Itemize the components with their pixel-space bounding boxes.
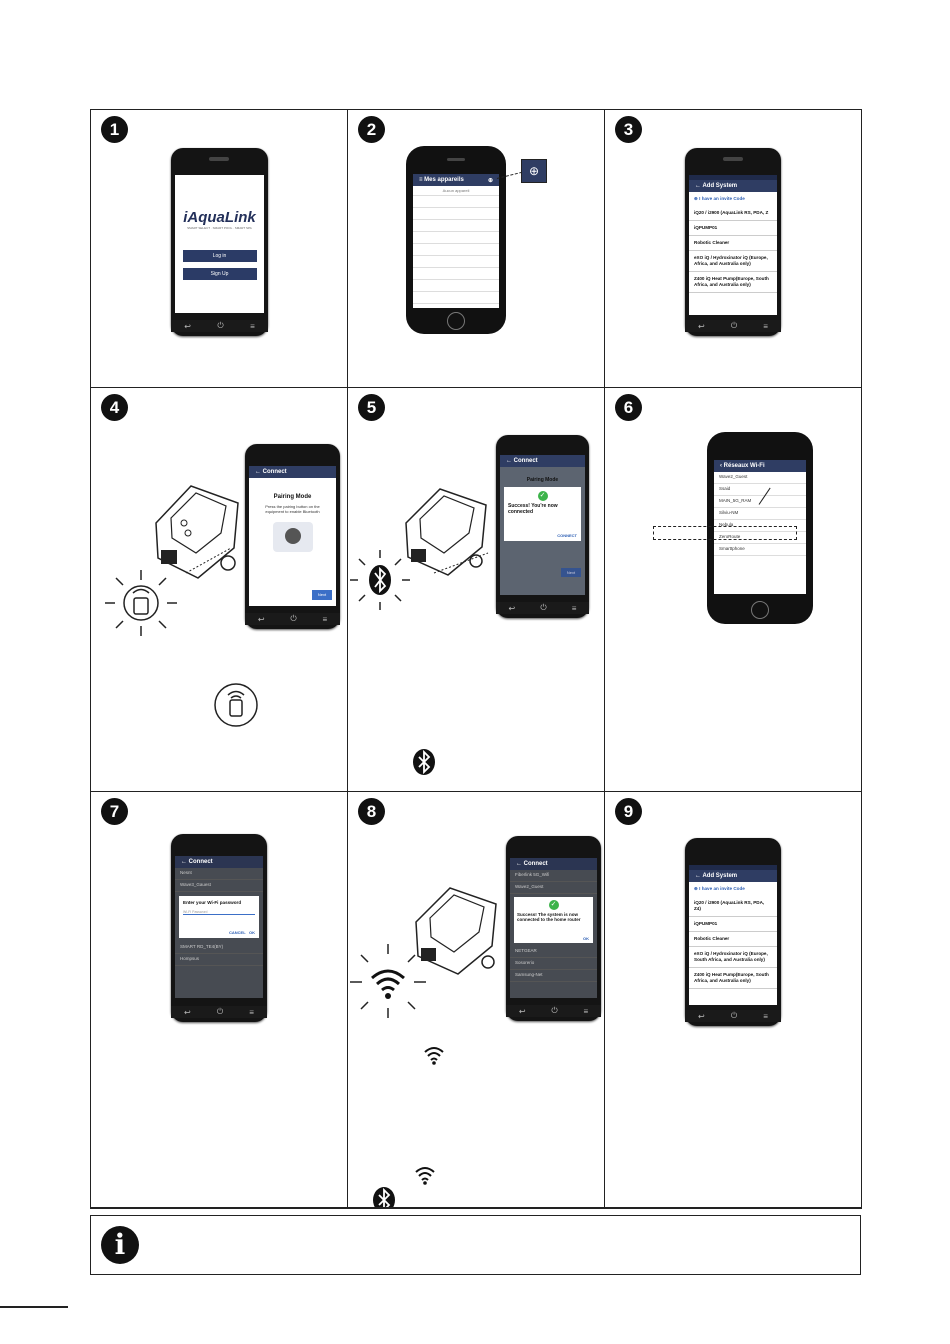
add-button-callout[interactable] [521,159,547,183]
back-icon[interactable]: ↩ [698,321,705,331]
screen-header: ← Connect [175,856,263,868]
empty-subtitle: Aucun appareil [413,186,499,196]
menu-icon[interactable]: ≡ [419,177,425,183]
phone-screen [175,856,263,998]
wifi-network[interactable]: Nesnt [175,868,263,880]
android-phone [245,444,340,629]
system-item[interactable]: Robotic Cleaner [689,932,777,947]
password-input[interactable]: Wi-Fi Password [183,910,255,915]
success-message: Success! The system is now connected to the home router [517,912,581,922]
screen-header: ‹ Réseaux Wi-Fi [714,460,806,472]
signup-button[interactable]: Sign Up [183,268,257,280]
invite-code-link[interactable]: ⊕ I have an invite Code [694,886,745,891]
wifi-network[interactable]: Silviu-NM [714,508,806,520]
screen-header: ← Connect [510,858,597,870]
success-dialog [514,897,593,943]
step-6-cell [605,388,862,792]
step-5-cell [348,388,605,792]
back-arrow-icon[interactable]: ← [695,183,701,189]
wifi-network[interactable]: Smarttphone [714,544,806,556]
menu-icon[interactable]: ≡ [249,1007,254,1017]
screen-header: ← Connect [500,455,585,467]
app-logo: iAquaLink [183,209,256,226]
menu-icon[interactable]: ≡ [571,603,577,613]
phone-screen [249,466,336,606]
step-number: 6 [615,394,642,421]
ok-button[interactable]: OK [583,936,589,941]
connect-button[interactable]: CONNECT [557,533,577,538]
plus-icon: ⊕ [694,196,700,201]
back-arrow-icon[interactable]: ‹ [720,463,722,469]
home-button[interactable] [447,312,465,330]
system-item[interactable]: iQPUMP01 [689,917,777,932]
menu-icon[interactable]: ≡ [322,614,328,624]
wifi-network[interactable]: Wave3_Gauest [175,880,263,892]
android-phone [171,148,268,336]
step-number: 1 [101,116,128,143]
home-button[interactable] [751,601,769,619]
back-icon[interactable]: ↩ [698,1011,705,1021]
pairing-title: Pairing Mode [526,477,559,483]
phone-screen [689,175,777,315]
phone-screen [413,174,499,308]
add-icon[interactable]: ⊕ [487,178,493,184]
back-icon[interactable]: ↩ [257,614,265,624]
app-tagline: SMART SELECT · SMART POOL · SMART SPA [187,226,252,230]
add-icon: ⊕ [528,164,540,178]
wifi-network[interactable]: Fiberlink 5G_Wifi [510,870,597,882]
check-icon: ✓ [549,900,559,910]
bluetooth-icon [372,1186,396,1208]
menu-icon[interactable]: ≡ [583,1006,589,1016]
back-arrow-icon[interactable]: ← [255,469,261,475]
wifi-network[interactable]: NETGEAR [510,946,597,958]
wifi-network[interactable]: Wave2_Guest [510,882,597,894]
cancel-button[interactable]: CANCEL [228,930,246,935]
step-number: 4 [101,394,128,421]
step-number: 2 [358,116,385,143]
next-button[interactable]: Next [312,590,332,600]
system-item[interactable]: Robotic Cleaner [689,236,777,251]
step-3-cell [605,110,862,388]
phone-screen [500,455,585,595]
wifi-icon [423,1045,445,1065]
footer-rule [0,1306,68,1308]
step-7-cell [91,792,348,1208]
step-number: 5 [358,394,385,421]
wifi-network[interactable]: Sosorerio [510,958,597,970]
screen-header: ← Add System [689,870,777,882]
iphone [406,146,506,334]
pairing-mode-icon [213,682,259,728]
wifi-network[interactable]: Nebula [714,520,806,532]
android-phone [506,836,601,1021]
wifi-network[interactable]: Wave2_Guest [714,472,806,484]
back-arrow-icon[interactable]: ← [516,861,522,867]
dialog-title: Enter your Wi-Fi password [183,900,242,905]
phone-screen [689,865,777,1005]
pairing-graphic [273,522,313,552]
wifi-network[interactable]: ZeroRoute [714,532,806,544]
wifi-icon [414,1165,436,1185]
pairing-title: Pairing Mode [273,494,312,500]
home-icon[interactable]: ⏻ [290,614,297,623]
back-icon[interactable]: ↩ [508,603,516,613]
home-icon[interactable]: ⏻ [730,321,738,330]
check-icon: ✓ [538,491,548,501]
home-icon[interactable]: ⏻ [730,1011,738,1020]
system-item[interactable]: Z400 iQ Heat Pump(Europe, South Africa, and Australia only) [689,968,777,989]
step-8-cell [348,792,605,1208]
back-icon[interactable]: ↩ [184,1007,191,1017]
back-arrow-icon[interactable]: ← [506,458,512,464]
system-item[interactable]: iQ20 / i2900 (AquaLink RS, PDA, Z4) [689,896,777,917]
wifi-network[interactable]: SMART RD_TE4(BY) [175,942,263,954]
robot-cleaner-illustration [398,483,498,583]
system-item[interactable]: eXO iQ / Hydroxinator iQ (Europe, South Africa, and Australia only) [689,947,777,968]
system-item[interactable]: iQPUMP01 [689,221,777,236]
next-button[interactable]: Next [561,568,581,577]
phone-screen [510,858,597,998]
android-phone [685,148,781,336]
home-icon[interactable]: ⏻ [540,603,547,612]
home-icon[interactable]: ⏻ [216,1007,224,1016]
wifi-connecting-icon [348,942,428,1022]
success-message: Success! You're now connected [508,503,558,515]
screen-header: ← Connect [249,466,336,478]
step-number: 9 [615,798,642,825]
step-number: 8 [358,798,385,825]
menu-icon[interactable]: ≡ [763,321,768,331]
step-2-cell [348,110,605,388]
back-arrow-icon[interactable]: ← [181,859,187,865]
plus-icon: ⊕ [694,886,700,891]
system-item[interactable]: iQ20 / i2900 (AquaLink RS, PDA, Z [689,206,777,221]
screen-header: ≡ Mes appareils ⊕ [413,174,499,186]
android-phone [496,435,589,618]
pairing-phone-icon [101,568,181,638]
step-number: 3 [615,116,642,143]
invite-code-link[interactable]: ⊕ I have an invite Code [694,196,745,201]
back-icon[interactable]: ↩ [518,1006,526,1016]
back-icon[interactable]: ↩ [184,321,191,331]
selected-network-highlight [653,526,797,540]
info-icon: i [101,1226,139,1264]
info-box [90,1215,861,1275]
password-dialog [179,896,259,938]
menu-icon[interactable]: ≡ [250,321,255,331]
pairing-body: Press the pairing button on the equipment to enable Bluetooth [265,504,320,514]
instruction-grid [90,109,862,1209]
success-dialog [504,487,581,541]
home-icon[interactable]: ⏻ [551,1006,558,1015]
wifi-network[interactable]: Hompsus [175,954,263,966]
ok-button[interactable]: OK [249,930,255,935]
wifi-network[interactable]: Ssaid [714,484,806,496]
bluetooth-pairing-icon [348,548,412,612]
step-4-cell [91,388,348,792]
phone-screen [175,175,264,313]
step-9-cell [605,792,862,1208]
system-item[interactable]: eXO iQ / Hydroxinator iQ (Europe, Africa, and Australia only) [689,251,777,272]
wifi-network[interactable]: MAIN_5G_RAM [714,496,806,508]
bluetooth-icon [412,748,436,776]
step-1-cell [91,110,348,388]
login-button[interactable]: Log in [183,250,257,262]
android-phone [171,834,267,1022]
wifi-network[interactable]: Samsung-Net [510,970,597,982]
back-arrow-icon[interactable]: ← [695,873,701,879]
home-icon[interactable]: ⏻ [217,321,224,330]
screen-header: ← Add System [689,180,777,192]
menu-icon[interactable]: ≡ [763,1011,768,1021]
system-item[interactable]: Z400 iQ Heat Pump(Europe, South Africa, and Australia only) [689,272,777,293]
step-number: 7 [101,798,128,825]
android-phone [685,838,781,1026]
